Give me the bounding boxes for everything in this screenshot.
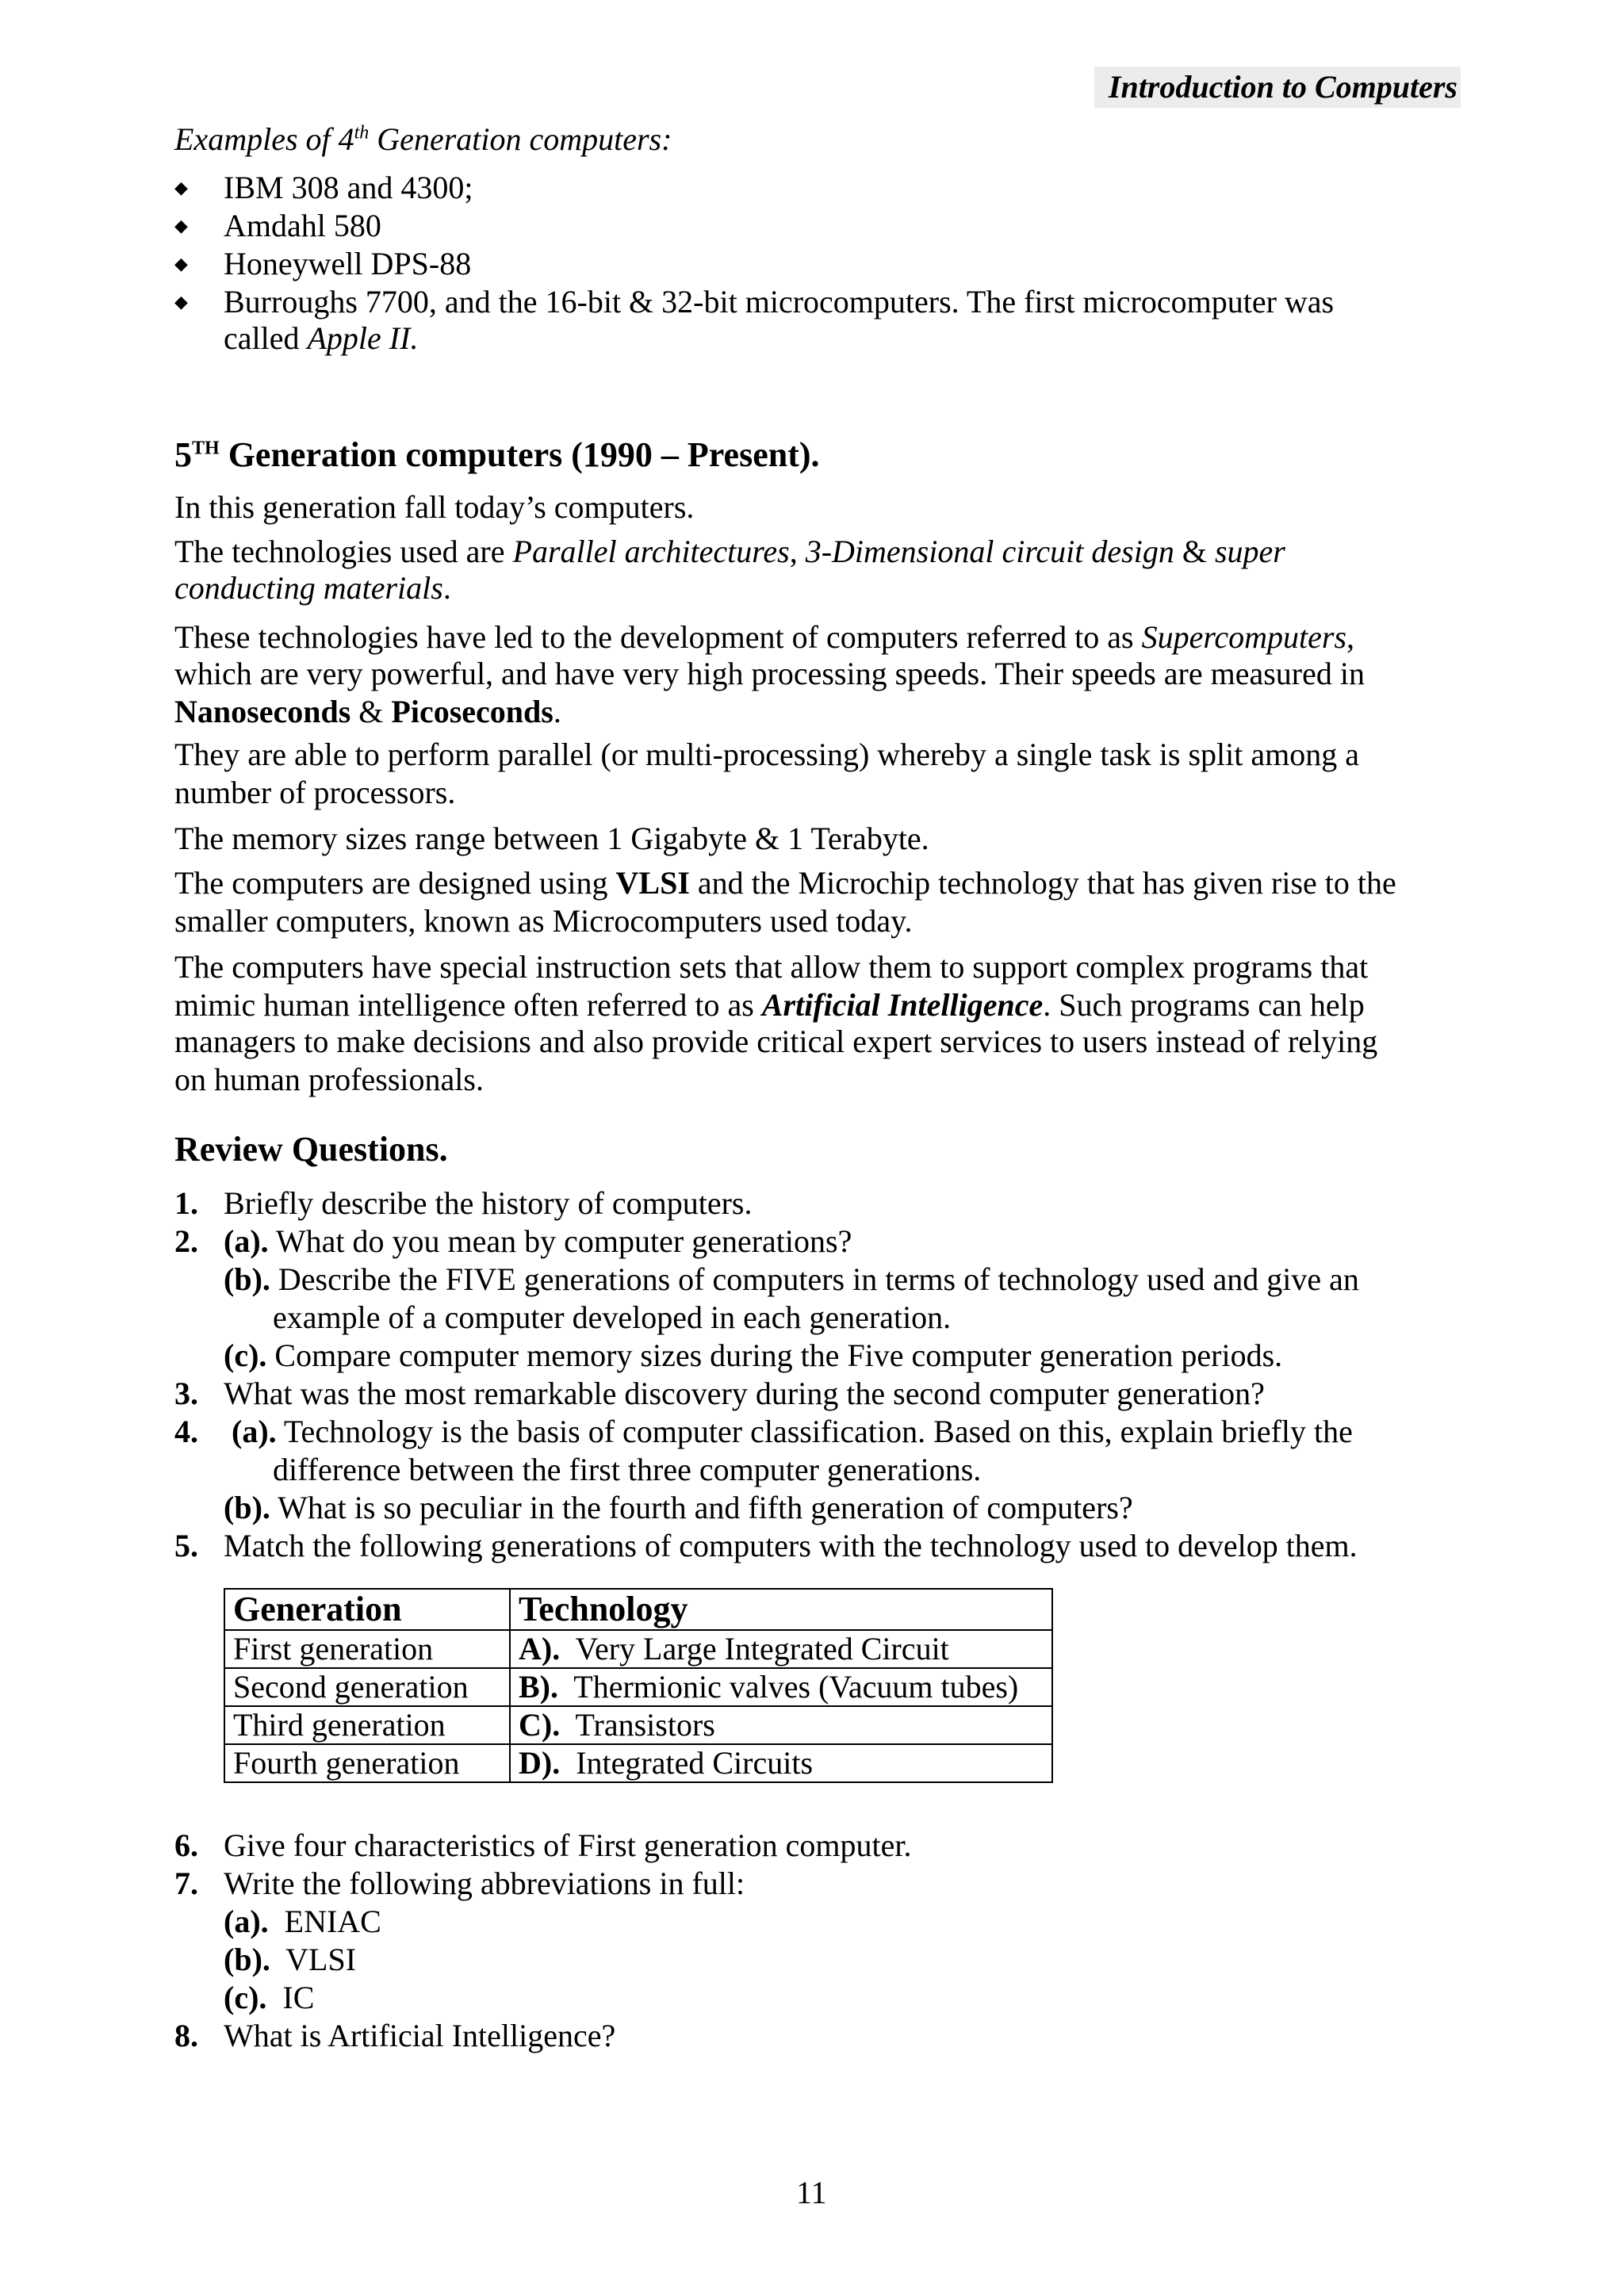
list-item: IBM 308 and 4300;	[224, 170, 473, 205]
table-cell-technology: B). Thermionic valves (Vacuum tubes)	[510, 1668, 1052, 1706]
table-row	[224, 1668, 1052, 1706]
question-subitem: (b). VLSI	[224, 1942, 357, 1977]
paragraph: The technologies used are Parallel architectures, 3-Dimensional circuit design & super	[174, 534, 1285, 569]
paragraph: The memory sizes range between 1 Gigabyte & 1 Terabyte.	[174, 821, 929, 856]
generation-technology-table	[224, 1588, 1053, 1783]
paragraph: The computers have special instruction sets that allow them to support complex programs that	[174, 949, 1369, 985]
question-number: 6.	[174, 1827, 198, 1863]
list-item: Burroughs 7700, and the 16-bit & 32-bit microcomputers. The first microcomputer was	[224, 284, 1335, 320]
table-header-generation: Generation	[224, 1589, 510, 1630]
question-text: (c). Compare computer memory sizes during the Five computer generation periods.	[224, 1337, 1283, 1373]
bullet-icon: ◆	[174, 178, 188, 197]
question-text: (a). Technology is the basis of computer classification. Based on this, explain briefly the	[232, 1414, 1353, 1449]
question-text: Match the following generations of computers with the technology used to develop them.	[224, 1528, 1358, 1563]
question-text: What was the most remarkable discovery during the second computer generation?	[224, 1376, 1265, 1411]
paragraph: These technologies have led to the development of computers referred to as Supercomputers,	[174, 619, 1355, 655]
question-number: 1.	[174, 1185, 198, 1221]
table-cell-generation: Second generation	[224, 1668, 510, 1706]
question-number: 4.	[174, 1414, 198, 1449]
table-row	[224, 1706, 1052, 1744]
question-text: Give four characteristics of First generation computer.	[224, 1827, 912, 1863]
paragraph: In this generation fall today’s computers.	[174, 489, 695, 525]
table-cell-technology: C). Transistors	[510, 1706, 1052, 1744]
table-cell-generation: First generation	[224, 1630, 510, 1668]
list-item: Honeywell DPS-88	[224, 246, 472, 281]
paragraph-continuation: Nanoseconds & Picoseconds.	[174, 694, 561, 729]
paragraph: They are able to perform parallel (or multi-processing) whereby a single task is split among a	[174, 737, 1359, 772]
question-text: Write the following abbreviations in full:	[224, 1866, 745, 1901]
section-heading: 5TH Generation computers (1990 – Present).	[174, 435, 820, 474]
running-header: Introduction to Computers	[1094, 67, 1461, 108]
question-number: 8.	[174, 2018, 198, 2053]
examples-intro: Examples of 4th Generation computers:	[174, 121, 672, 157]
paragraph-continuation: number of processors.	[174, 775, 456, 810]
bullet-icon: ◆	[174, 216, 188, 235]
review-heading: Review Questions.	[174, 1130, 448, 1169]
table-row	[224, 1630, 1052, 1668]
question-subitem: (a). ENIAC	[224, 1904, 381, 1939]
question-text: (a). What do you mean by computer generations?	[224, 1223, 852, 1259]
paragraph-continuation: on human professionals.	[174, 1062, 484, 1097]
question-text: Briefly describe the history of computers.	[224, 1185, 753, 1221]
bullet-icon: ◆	[174, 292, 188, 312]
paragraph-continuation: conducting materials.	[174, 570, 451, 606]
question-number: 2.	[174, 1223, 198, 1259]
question-text: (b). Describe the FIVE generations of computers in terms of technology used and give an	[224, 1261, 1359, 1297]
table-cell-generation: Third generation	[224, 1706, 510, 1744]
question-subitem: (c). IC	[224, 1980, 315, 2015]
list-item: Amdahl 580	[224, 208, 381, 243]
page-number: 11	[796, 2175, 827, 2210]
table-cell-technology: A). Very Large Integrated Circuit	[510, 1630, 1052, 1668]
table-header-row	[224, 1589, 1052, 1630]
paragraph-continuation: managers to make decisions and also provide critical expert services to users instead of relying	[174, 1024, 1378, 1059]
table-row	[224, 1744, 1052, 1782]
question-continuation: difference between the first three computer generations.	[273, 1452, 982, 1487]
question-text: (b). What is so peculiar in the fourth and fifth generation of computers?	[224, 1490, 1133, 1525]
question-number: 7.	[174, 1866, 198, 1901]
question-number: 5.	[174, 1528, 198, 1563]
paragraph: The computers are designed using VLSI and the Microchip technology that has given rise to the	[174, 865, 1396, 901]
paragraph-continuation: which are very powerful, and have very high processing speeds. Their speeds are measured in	[174, 656, 1365, 691]
question-number: 3.	[174, 1376, 198, 1411]
list-item-continuation: called Apple II.	[224, 320, 419, 356]
question-text: What is Artificial Intelligence?	[224, 2018, 616, 2053]
question-continuation: example of a computer developed in each generation.	[273, 1299, 952, 1335]
paragraph-continuation: smaller computers, known as Microcomputers used today.	[174, 903, 913, 939]
table-cell-technology: D). Integrated Circuits	[510, 1744, 1052, 1782]
bullet-icon: ◆	[174, 254, 188, 274]
paragraph-continuation: mimic human intelligence often referred to as Artificial Intelligence. Such programs can help	[174, 987, 1365, 1023]
table-header-technology: Technology	[510, 1589, 1052, 1630]
table-cell-generation: Fourth generation	[224, 1744, 510, 1782]
